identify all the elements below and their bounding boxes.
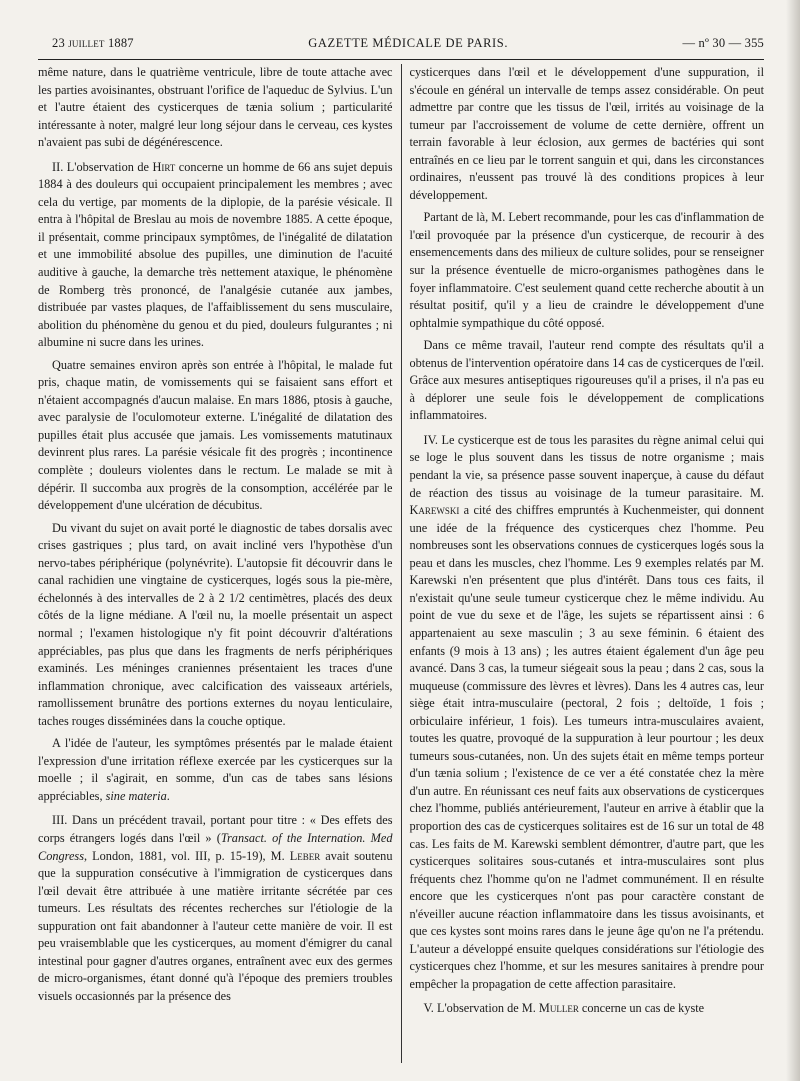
right-column (402, 64, 765, 1063)
issue-page-number: — nº 30 — 355 (682, 36, 764, 50)
author-name: Muller (538, 1001, 579, 1016)
author-name: Karewski (409, 503, 460, 518)
italic-text: Transact. of the Internation. Med Congress (38, 830, 393, 863)
article-columns (38, 64, 764, 1063)
header-rule (38, 59, 764, 60)
page-edge-shadow (786, 0, 800, 1081)
paragraph: Dans ce même travail, l'auteur rend compte des résultats qu'il a obtenus de l'intervention opératoire dans 14 cas de cysticerques de l'œil. Grâce aux mesures antiseptiques rigoureuses qu'il a prises, il n'a pas eu à déplorer une seule fois le développement de complications inflammatoires. (409, 338, 764, 423)
paragraph: A l'idée de l'auteur, les symptômes présentés par le malade étaient l'expression d'une irritation réflexe exercée par les cysticerques sur la moelle ; il s'agirait, en somme, d'un cas de tabes sans lésions appréciables, sine materia. (38, 736, 393, 803)
left-column (38, 64, 401, 1063)
paragraph: V. L'observation de M. Muller concerne un cas de kyste (423, 1001, 705, 1016)
header-date: 23 juillet 1887 (52, 36, 134, 50)
paragraph: cysticerques dans l'œil et le développement d'une suppuration, il s'écoule en général un intervalle de temps assez considérable. On peut admettre par contre que les tissus de l'œil, irrités au voisinage de la tumeur par l'accroissement de volume de cette dernière, offrent un terrain favorable à leur éclosion, aux germes de bactéries qui sont entraînés en ce lieu par le torrent sanguin et qui, dans les circonstances ordinaires, n'eussent pas trouvé là des conditions propices à leur développement. (409, 65, 764, 202)
paragraph: Quatre semaines environ après son entrée à l'hôpital, le malade fut pris, chaque matin, de vomissements qui se faisaient sans effort et n'étaient accompagnés d'aucun malaise. En mars 1886, ptosis à gauche, avec paralysie de l'oculomoteur externe. L'inégalité de dilatation des pupilles était plus accusée que jamais. Les vomissements matutinaux devinrent plus rares. La parésie vésicale fit des progrès ; incontinence complète ; douleurs violentes dans le rectum. Le malade se mit à dépérir. Il succomba aux progrès de la consomption, accélérée par le développement d'une ulcération de décubitus. (38, 357, 393, 513)
italic-text: sine materia (105, 788, 167, 803)
author-name: Leber (289, 848, 321, 863)
paragraph: III. Dans un précédent travail, portant pour titre : « Des effets des corps étrangers logés dans l'œil » (Transact. of the Internation. Med Congress, London, 1881, vol. III, p. 15-19), M. Leber avait soutenu que la suppuration consécutive à l'immigration de cysticerques dans l'œil devait être attribuée à une matière irritante sécrétée par ces tumeurs. Les résultats des récentes recherches sur l'étiologie de la suppuration ont fait abandonner à l'auteur cette manière de voir. Il est peu vraisemblable que les cysticerques, au moment d'émigrer du canal intestinal pour gagner d'autres organes, entraînent avec eux des germes de micro-organismes, étant donné qu'à l'époque des premiers troubles visuels occasionnés par la présence des (38, 813, 393, 1003)
paragraph: II. L'observation de Hirt concerne un homme de 66 ans sujet depuis 1884 à des douleurs qui occupaient principalement les membres ; avec cela du vertige, par moments de la diplopie, de la parésie vésicale. Il entra à l'hôpital de Breslau au mois de novembre 1885. A cette époque, il présentait, comme principaux symptômes, de l'inégalité de dilatation et une immobilité absolue des pupilles, une diminution de l'acuité auditive à gauche, la demarche très nettement ataxique, le phénomène de Romberg très prononcé, de l'analgésie cutanée aux jambes, distribuée par vastes plaques, de l'affaiblissement du sens musculaire, abolition du phénomène du genou et du pied, douleurs fulgurantes ; ni albumine ni sucre dans les urines. (38, 159, 393, 350)
paragraph: Partant de là, M. Lebert recommande, pour les cas d'inflammation de l'œil provoquée par la présence d'un cysticerque, de recourir à des ensemencements dans des milieux de culture solides, pour se renseigner sur la présence éventuelle de micro-organismes pathogènes dans le foyer inflammatoire. C'est seulement quand cette recherche aboutit à un résultat positif, qu'il y a lieu de craindre le développement d'une ophtalmie sympathique du côté opposé. (409, 210, 764, 330)
page-header (52, 36, 764, 56)
paragraph: même nature, dans le quatrième ventricule, libre de toute attache avec les parties avoisinantes, obstruant l'orifice de l'aqueduc de Sylvius. L'un et l'autre étaient des cysticerques de tænia solium ; particularité intéressante à noter, malgré leur long séjour dans le cerveau, ces kystes n'avaient pas subi de dégénérescence. (38, 65, 393, 150)
author-name: Hirt (152, 159, 176, 174)
paragraph: IV. Le cysticerque est de tous les parasites du règne animal celui qui se loge le plus souvent dans les tissus de notre organisme ; mais pendant la vie, sa présence passe souvent inaperçue, à cause du défaut de réaction des tissus au voisinage de la tumeur parasitaire. M. Karewski a cité des chiffres empruntés à Kuchenmeister, qui donnent une idée de la fréquence des cysticerques chez l'homme. Peu nombreuses sont les observations connues de cysticerques logés sous la peau et dans les muscles, chez l'homme. Les 9 exemples relatés par M. Karewski n'en présentent que plus d'intérêt. Dans tous ces faits, il n'existait qu'une seule tumeur cysticerque chez le même individu. Au point de vue du sexe et de l'âge, les sujets se répartissent ainsi : 6 appartenaient au sexe masculin ; 3 au sexe féminin. 6 étaient des enfants (9 mois à 13 ans) ; les autres étaient également d'un âge peu avancé. Dans 3 cas, la tumeur siégeait sous la peau ; dans 2 cas, sous la muqueuse (commissure des lèvres et lèvres). Dans les 4 autres cas, leur siège était intra-musculaire (pectoral, 2 fois ; deltoïde, 1 fois ; orbiculaire inférieur, 1 fois). Les tumeurs intra-musculaires avaient, toutes les quatre, provoqué de la suppuration à leur pourtour ; les deux tumeurs sous-cutanées, non. Un des sujets était en même temps porteur d'un tænia solium ; l'existence de ce ver a été constatée chez la mère d'un autre. En réunissant ces neuf faits aux observations de cysticerques chez l'homme, publiés antérieurement, l'auteur en arrive à établir que la proportion des cas de cysticerques solitaires est de 16 sur un total de 48 cas. Les faits de M. Karewski semblent démontrer, d'autre part, que les cysticerques solitaires sous-cutanés et intra-musculaires sont plus fréquents chez l'homme qu'on ne l'admet communément. Il en résulte encore que les cysticerques n'ont pas pour caractère constant de n'éveiller aucune réaction inflammatoire dans les tissus avoisinants, et que ces kystes sont moins rares dans le jeune âge qu'on ne l'a prétendu. L'auteur a développé ensuite quelques considérations sur l'étiologie des cysticerques chez l'homme, et sur les mesures sanitaires à prendre pour empêcher la propagation de cette affection parasitaire. (409, 432, 764, 991)
journal-title: GAZETTE MÉDICALE DE PARIS. (308, 36, 509, 50)
paragraph: Du vivant du sujet on avait porté le diagnostic de tabes dorsalis avec crises gastriques ; plus tard, on avait incliné vers l'hypothèse d'un nervo-tabes périphérique (polynévrite). L'autopsie fit découvrir dans le canal rachidien une vingtaine de cysticerques, logés sous la pie-mère, échelonnés à des intervalles de 2 à 2 1/2 centimètres, placés des deux côtés de la ligne médiane. A l'œil nu, la moelle présentait un aspect normal ; l'examen histologique n'y fit point découvrir d'altérations appréciables, pas plus que dans les fragments de nerfs périphériques examinés. Les méninges craniennes présentaient les traces d'une inflammation chronique, avec calcification des vaisseaux artériels, ramollissement brunâtre des portions externes du noyau lenticulaire, taches rouges disséminées dans la couche optique. (38, 520, 393, 728)
